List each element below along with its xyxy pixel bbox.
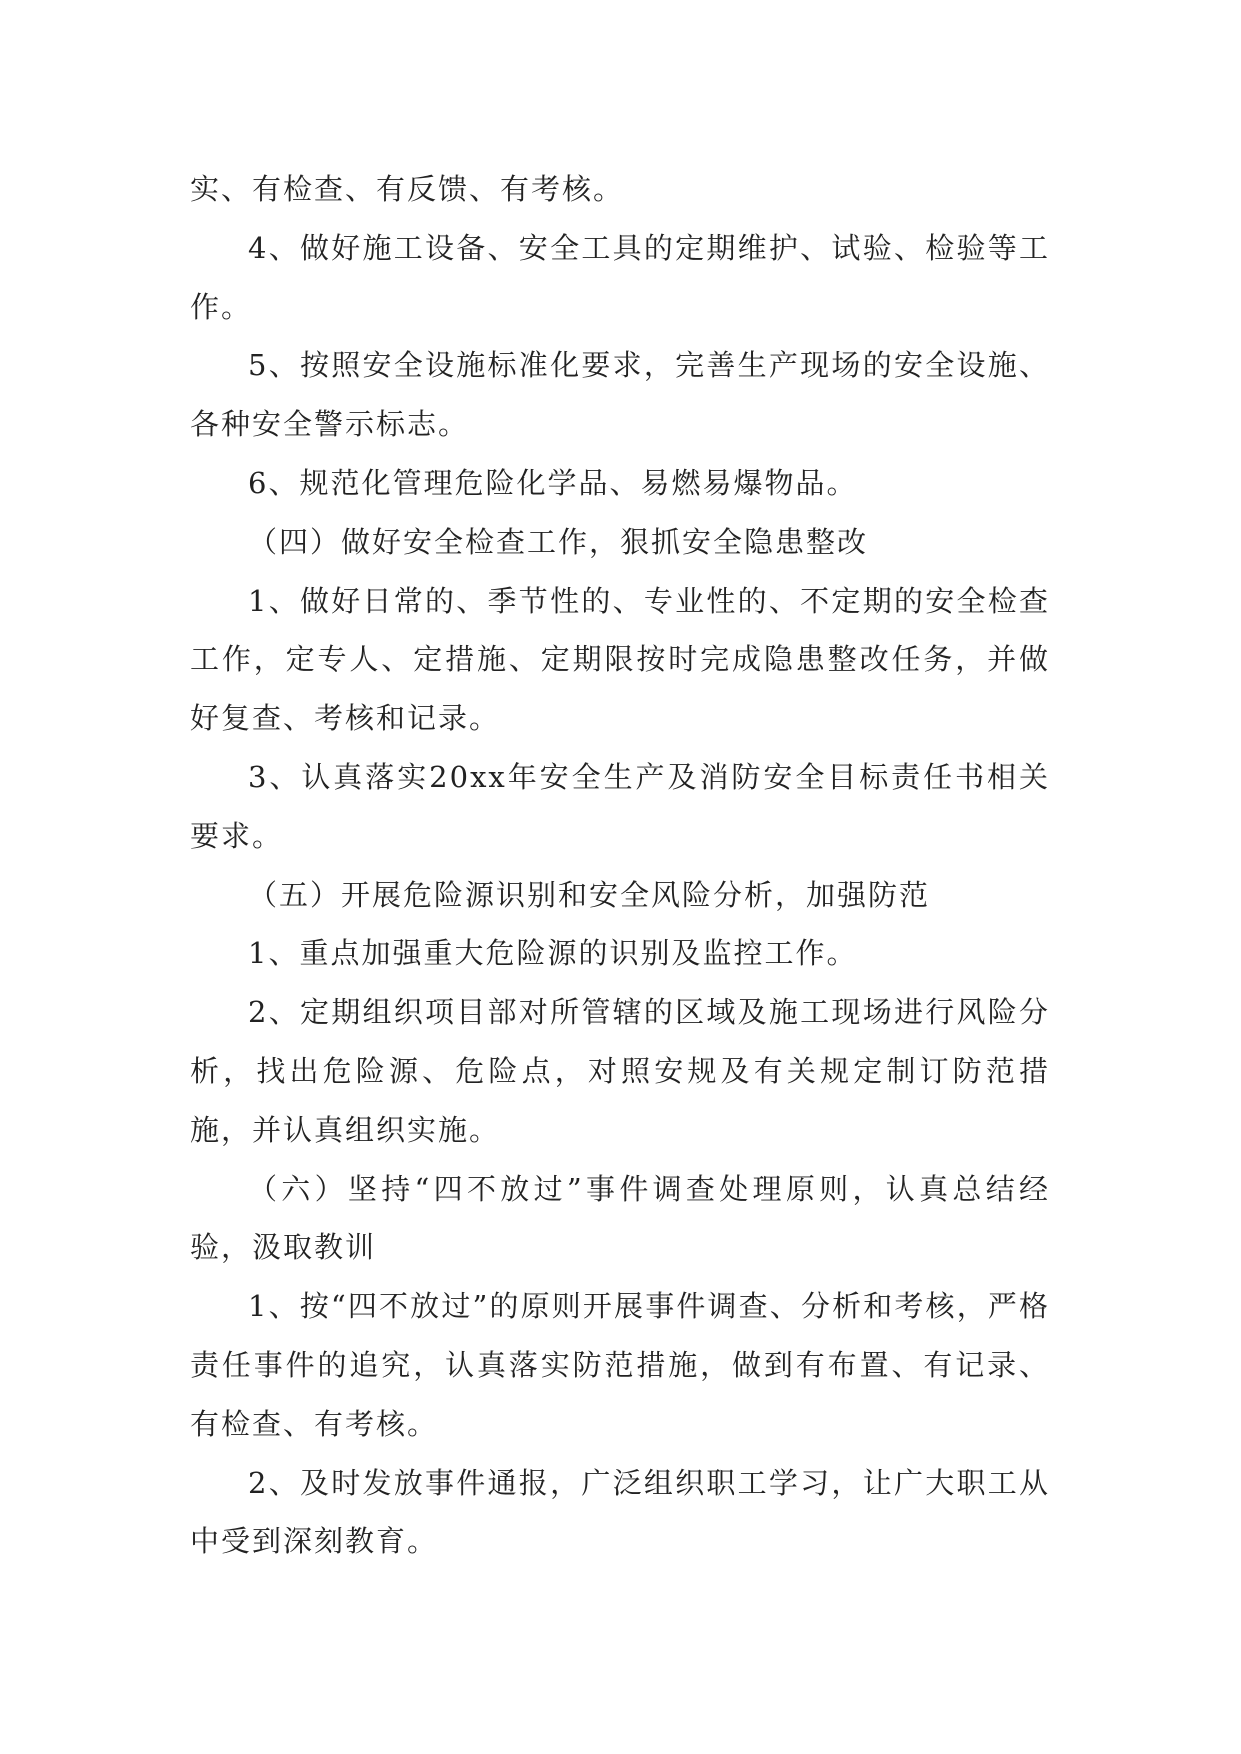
paragraph-item-4: 4、做好施工设备、安全工具的定期维护、试验、检验等工作。: [190, 230, 1050, 324]
document-body: [190, 160, 1050, 1571]
paragraph-item-3: 3、认真落实20xx年安全生产及消防安全目标责任书相关要求。: [190, 759, 1050, 853]
paragraph-item-1: 1、做好日常的、季节性的、专业性的、不定期的安全检查工作，定专人、定措施、定期限按时完成隐患整改任务，并做好复查、考核和记录。: [190, 583, 1050, 736]
section-heading-5: （五）开展危险源识别和安全风险分析，加强防范: [248, 877, 931, 912]
paragraph-item-2: 2、定期组织项目部对所管辖的区域及施工现场进行风险分析，找出危险源、危险点，对照安规及有关规定制订防范措施，并认真组织实施。: [190, 995, 1050, 1147]
paragraph-item-1: 1、重点加强重大危险源的识别及监控工作。: [248, 936, 858, 971]
paragraph-item-6: 6、规范化管理危险化学品、易燃易爆物品。: [248, 465, 858, 500]
paragraph-item-1: 1、按“四不放过”的原则开展事件调查、分析和考核，严格责任事件的追究，认真落实防范措施，做到有布置、有记录、有检查、有考核。: [190, 1289, 1050, 1441]
section-heading-4: （四）做好安全检查工作，狠抓安全隐患整改: [248, 524, 869, 559]
paragraph-item-5: 5、按照安全设施标准化要求，完善生产现场的安全设施、各种安全警示标志。: [190, 348, 1050, 442]
paragraph-item-2: 2、及时发放事件通报，广泛组织职工学习，让广大职工从中受到深刻教育。: [190, 1465, 1050, 1559]
paragraph-continuation: 实、有检查、有反馈、有考核。: [190, 172, 625, 206]
section-heading-6: （六）坚持“四不放过”事件调查处理原则，认真总结经验，汲取教训: [190, 1171, 1050, 1265]
